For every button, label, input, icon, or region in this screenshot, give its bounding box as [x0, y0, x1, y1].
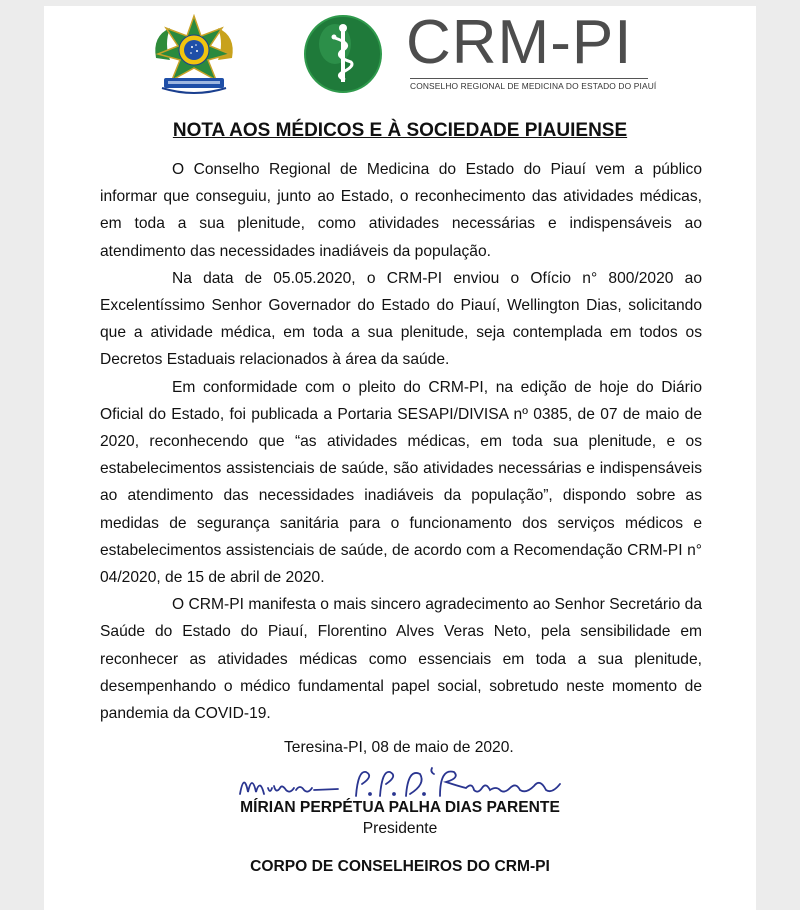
document-title: NOTA AOS MÉDICOS E À SOCIEDADE PIAUIENSE — [172, 120, 628, 141]
issuing-body: CORPO DE CONSELHEIROS DO CRM-PI — [250, 858, 550, 875]
signer-role: Presidente — [362, 820, 438, 837]
caduceus-emblem-icon — [303, 14, 383, 94]
body-paragraph: Em conformidade com o pleito do CRM-PI, na edição de hoje do Diário Oficial do Estado, foi publicada a Portaria SESAPI/DIVISA nº 0385, de 07 de maio de 2020, reconhecendo que “as atividades médicas, em toda sua plenitude, e os estabelecimentos assistenciais de saúde, são atividades necessárias e indispensáveis ao atendimento das necessidades inadiáveis da população”, dispondo sobre as medidas de segurança sanitária para o funcionamento dos serviços médicos e estabelecimentos assistenciais de saúde, de acordo com a Recomendação CRM-PI n° 04/2020, de 15 de abril de 2020. — [100, 378, 702, 587]
date-line: Teresina-PI, 08 de maio de 2020. — [284, 739, 514, 756]
letterhead — [44, 6, 756, 106]
logo-subtitle: CONSELHO REGIONAL DE MEDICINA DO ESTADO DO PIAUÍ — [410, 81, 657, 91]
brazil-coat-of-arms-icon — [146, 14, 242, 100]
document-body — [100, 156, 702, 727]
logo-divider — [410, 78, 648, 79]
signer-name: MÍRIAN PERPÉTUA PALHA DIAS PARENTE — [240, 799, 560, 816]
body-paragraph: Na data de 05.05.2020, o CRM-PI enviou o Ofício n° 800/2020 ao Excelentíssimo Senhor Governador do Estado do Piauí, Wellington Dias, solicitando que a atividade médica, em toda a sua plenitude, seja contemplada em todos os Decretos Estaduais relacionados à área da saúde. — [100, 269, 702, 369]
crm-logo-text: CRM-PI — [406, 8, 633, 77]
document-page — [44, 6, 756, 910]
body-paragraph: O CRM-PI manifesta o mais sincero agradecimento ao Senhor Secretário da Saúde do Estado do Piauí, Florentino Alves Veras Neto, pela sensibilidade em reconhecer as atividades médicas como essenciais em toda a sua plenitude, desempenhando o médico fundamental papel social, sobretudo neste momento de pandemia da COVID-19. — [100, 596, 702, 723]
body-paragraph: O Conselho Regional de Medicina do Estado do Piauí vem a público informar que conseguiu, junto ao Estado, o reconhecimento das atividades médicas, em toda a sua plenitude, como atividades necessárias e indispensáveis ao atendimento das necessidades inadiáveis da população. — [100, 161, 702, 260]
